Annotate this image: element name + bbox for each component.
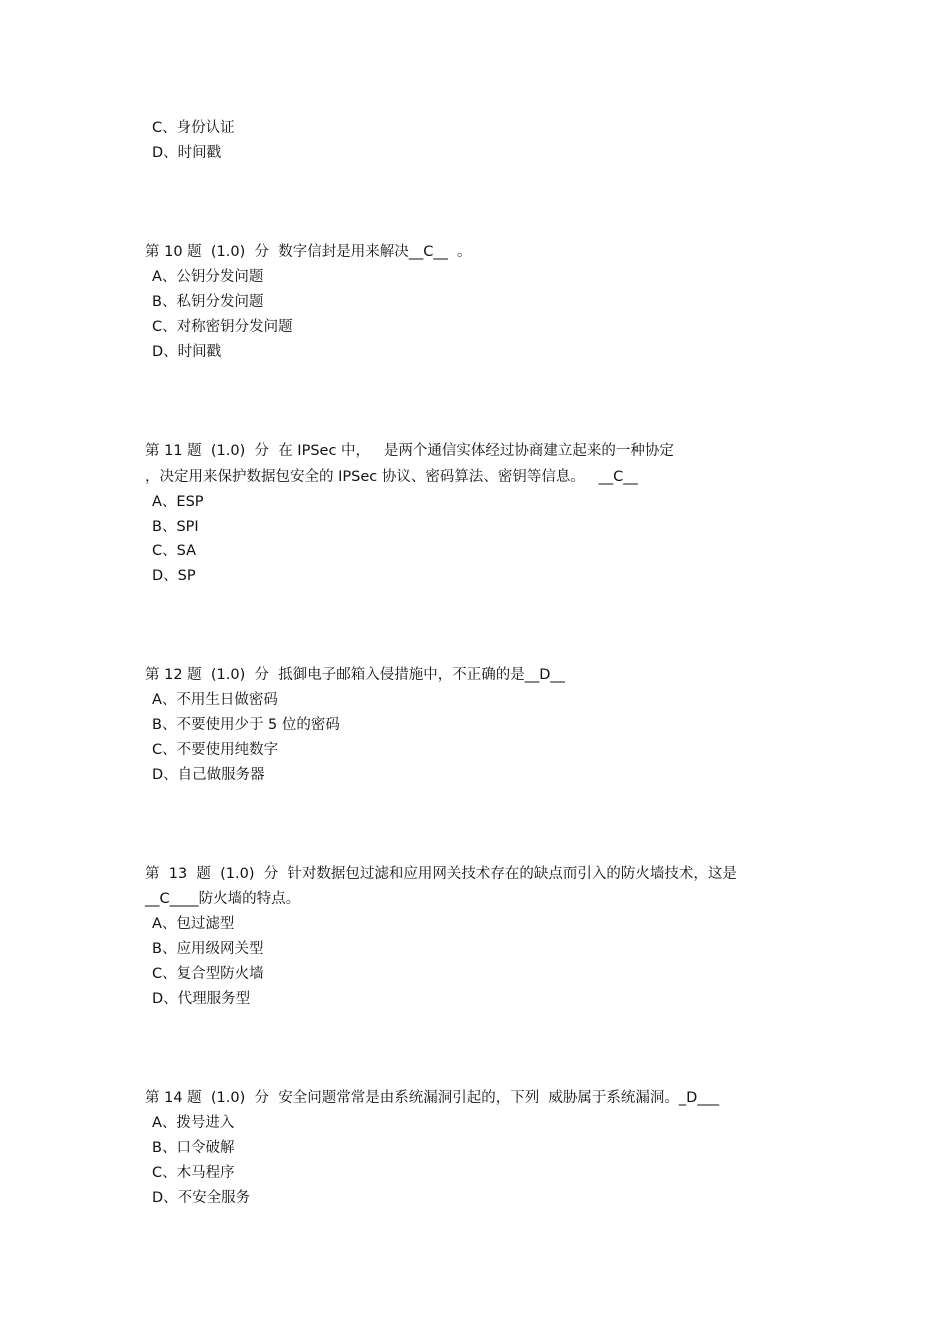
question-13-stem-line1: 第 13 题 (1.0) 分 针对数据包过滤和应用网关技术存在的缺点而引入的防火墙技术，这是	[145, 866, 737, 882]
question-12-option-b: B、不要使用少于 5 位的密码	[152, 717, 340, 733]
option-d: D、时间戳	[152, 145, 222, 161]
question-14-option-b: B、口令破解	[152, 1140, 235, 1156]
question-11-stem-line1: 第 11 题 (1.0) 分 在 IPSec 中， 是两个通信实体经过协商建立起来的一种协定	[145, 443, 674, 459]
question-13-option-a: A、包过滤型	[152, 916, 235, 932]
option-c: C、身份认证	[152, 120, 235, 136]
question-14-option-a: A、拨号进入	[152, 1115, 235, 1131]
question-12-stem: 第 12 题 (1.0) 分 抵御电子邮箱入侵措施中，不正确的是__D__	[145, 667, 565, 683]
question-13-option-d: D、代理服务型	[152, 991, 251, 1007]
question-11-stem-line2: ，决定用来保护数据包安全的 IPSec 协议、密码算法、密钥等信息。 __C__	[145, 469, 638, 485]
question-10-option-a: A、公钥分发问题	[152, 269, 264, 285]
question-10-option-b: B、私钥分发问题	[152, 294, 264, 310]
question-12-option-a: A、不用生日做密码	[152, 692, 278, 708]
question-13-option-c: C、复合型防火墙	[152, 966, 264, 982]
question-12-option-c: C、不要使用纯数字	[152, 742, 279, 758]
question-10-stem: 第 10 题 (1.0) 分 数字信封是用来解决__C__ 。	[145, 244, 472, 260]
question-11-option-c: C、SA	[152, 543, 197, 559]
question-14-option-c: C、木马程序	[152, 1165, 235, 1181]
question-10-option-d: D、时间戳	[152, 344, 222, 360]
question-14-stem: 第 14 题 (1.0) 分 安全问题常常是由系统漏洞引起的，下列 威胁属于系统漏洞。_D___	[145, 1090, 720, 1106]
question-12-option-d: D、自己做服务器	[152, 767, 265, 783]
question-10-option-c: C、对称密钥分发问题	[152, 319, 293, 335]
question-13-option-b: B、应用级网关型	[152, 941, 264, 957]
question-11-option-a: A、ESP	[152, 494, 204, 510]
question-11-option-d: D、SP	[152, 568, 196, 584]
question-13-stem-line2: __C____防火墙的特点。	[145, 891, 301, 907]
question-11-option-b: B、SPI	[152, 519, 199, 535]
question-14-option-d: D、不安全服务	[152, 1190, 251, 1206]
